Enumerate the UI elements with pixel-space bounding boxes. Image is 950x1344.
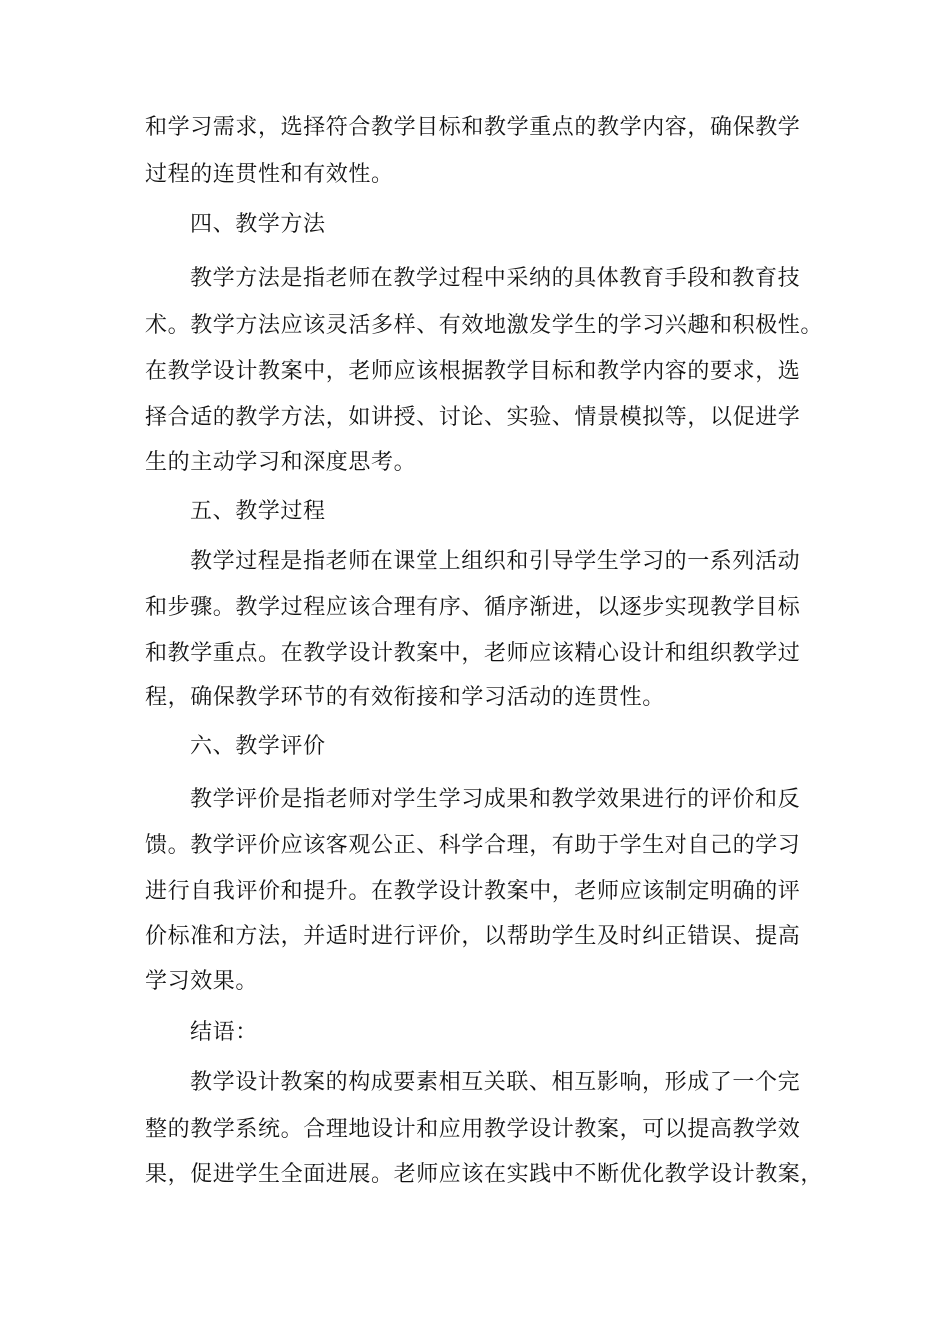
paragraph-line: 生的主动学习和深度思考。 bbox=[145, 450, 417, 475]
paragraph-line: 进行自我评价和提升。在教学设计教案中，老师应该制定明确的评 bbox=[145, 879, 801, 904]
section-heading: 结语： bbox=[190, 1020, 258, 1045]
paragraph-line: 学习效果。 bbox=[145, 969, 259, 994]
paragraph-line: 果，促进学生全面进展。老师应该在实践中不断优化教学设计教案， bbox=[145, 1162, 824, 1187]
paragraph-line: 教学方法是指老师在教学过程中采纳的具体教育手段和教育技 bbox=[190, 266, 801, 291]
paragraph-line: 教学过程是指老师在课堂上组织和引导学生学习的一系列活动 bbox=[190, 549, 801, 574]
section-heading: 四、教学方法 bbox=[190, 212, 326, 237]
paragraph-line: 教学评价是指老师对学生学习成果和教学效果进行的评价和反 bbox=[190, 787, 801, 812]
paragraph-line: 价标准和方法，并适时进行评价，以帮助学生及时纠正错误、提高 bbox=[145, 924, 801, 949]
paragraph-line: 整的教学系统。合理地设计和应用教学设计教案，可以提高教学效 bbox=[145, 1117, 801, 1142]
paragraph-line: 和步骤。教学过程应该合理有序、循序渐进，以逐步实现教学目标 bbox=[145, 595, 801, 620]
section-heading: 六、教学评价 bbox=[190, 734, 326, 759]
paragraph-line: 馈。教学评价应该客观公正、科学合理，有助于学生对自己的学习 bbox=[145, 833, 801, 858]
paragraph-line: 教学设计教案的构成要素相互关联、相互影响，形成了一个完 bbox=[190, 1070, 801, 1095]
paragraph-line: 术。教学方法应该灵活多样、有效地激发学生的学习兴趣和积极性。 bbox=[145, 313, 824, 338]
section-heading: 五、教学过程 bbox=[190, 499, 326, 524]
paragraph-line: 过程的连贯性和有效性。 bbox=[145, 162, 394, 187]
paragraph-line: 择合适的教学方法，如讲授、讨论、实验、情景模拟等，以促进学 bbox=[145, 405, 801, 430]
paragraph-line: 程，确保教学环节的有效衔接和学习活动的连贯性。 bbox=[145, 685, 665, 710]
paragraph-line: 在教学设计教案中，老师应该根据教学目标和教学内容的要求，选 bbox=[145, 359, 801, 384]
paragraph-line: 和教学重点。在教学设计教案中，老师应该精心设计和组织教学过 bbox=[145, 641, 801, 666]
paragraph-line: 和学习需求，选择符合教学目标和教学重点的教学内容，确保教学 bbox=[145, 115, 801, 140]
